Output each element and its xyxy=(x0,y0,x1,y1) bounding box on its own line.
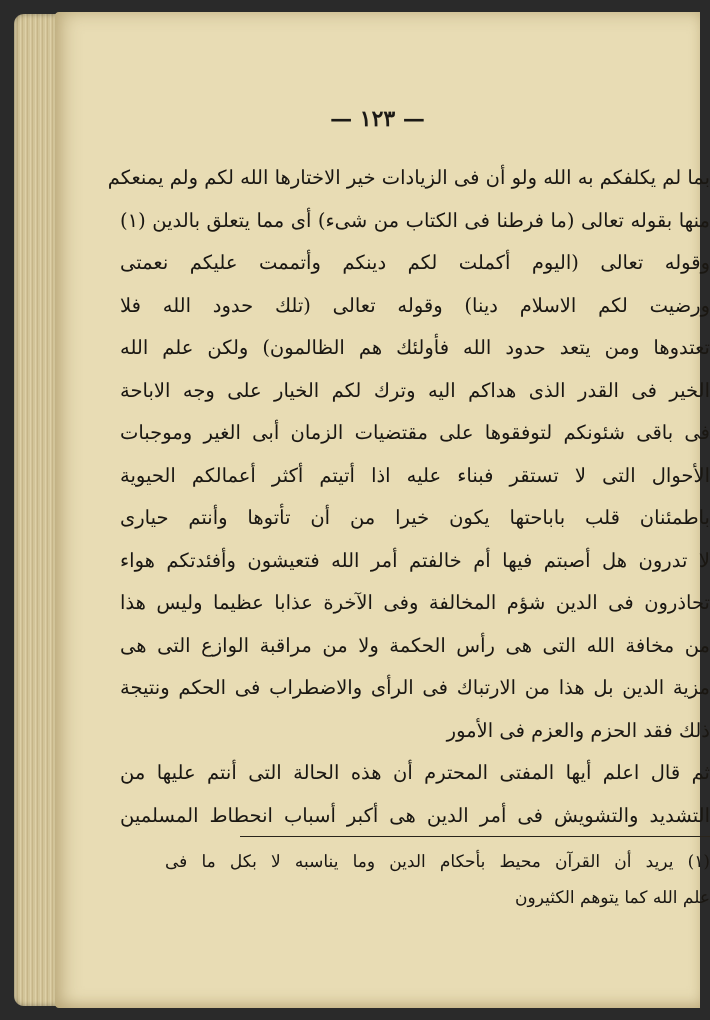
body-line: منها بقوله تعالى (ما فرطنا فى الكتاب من شىء) أى مما يتعلق بالدين (١) xyxy=(120,208,710,232)
body-line: الخير فى القدر الذى هداكم اليه وترك لكم الخيار على وجه الاباحة xyxy=(120,378,710,402)
body-line: فى باقى شئونكم لتوفقوها على مقتضيات الزمان أبى الغير وموجبات xyxy=(120,421,710,444)
body-line: لا تدرون هل أصبتم فيها أم خالفتم أمر الله فتعيشون وأفئدتكم هواء xyxy=(120,548,710,572)
body-text xyxy=(107,157,710,837)
footnote-line: (١) يريد أن القرآن محيط بأحكام الدين وما يناسبه لا بكل ما فى xyxy=(165,852,710,872)
body-line: ثم قال اعلم أيها المفتى المحترم أن هذه الحالة التى أنتم عليها من xyxy=(120,761,710,784)
body-line: تحاذرون فى الدين شؤم المخالفة وفى الآخرة عذابا عظيما وليس هذا xyxy=(120,591,710,614)
body-line: الأحوال التى لا تستقر فبناء عليه اذا أتيتم أكثر أعمالكم الحيوية xyxy=(120,463,710,487)
page-number: — ١٢٣ — xyxy=(330,106,425,132)
body-line: التشديد والتشويش فى أمر الدين هى أكبر أسباب انحطاط المسلمين xyxy=(120,803,710,827)
body-line: مزية الدين بل هذا من الارتباك فى الرأى والاضطراب فى الحكم ونتيجة xyxy=(120,676,710,699)
footnote xyxy=(165,844,710,916)
body-line: تعتدوها ومن يتعد حدود الله فأولئك هم الظالمون) ولكن علم الله xyxy=(120,336,710,359)
footnote-line: علم الله كما يتوهم الكثيرون xyxy=(515,888,710,908)
footnote-divider xyxy=(240,836,710,837)
body-line: بما لم يكلفكم به الله ولو أن فى الزيادات خير الاختارها الله لكم ولم يمنعكم xyxy=(107,166,710,189)
body-line: باطمئنان قلب باباحتها يكون خيرا من أن تأتوها وأنتم حيارى xyxy=(120,506,710,529)
body-line: ورضيت لكم الاسلام دينا) وقوله تعالى (تلك حدود الله فلا xyxy=(120,293,710,317)
body-line: ذلك فقد الحزم والعزم فى الأمور xyxy=(446,718,710,742)
body-line: من مخافة الله التى هى رأس الحكمة ولا من مراقبة الوازع التى هى xyxy=(120,633,710,657)
book-page xyxy=(55,12,710,1008)
body-line: وقوله تعالى (اليوم أكملت لكم دينكم وأتممت عليكم نعمتى xyxy=(120,251,710,274)
